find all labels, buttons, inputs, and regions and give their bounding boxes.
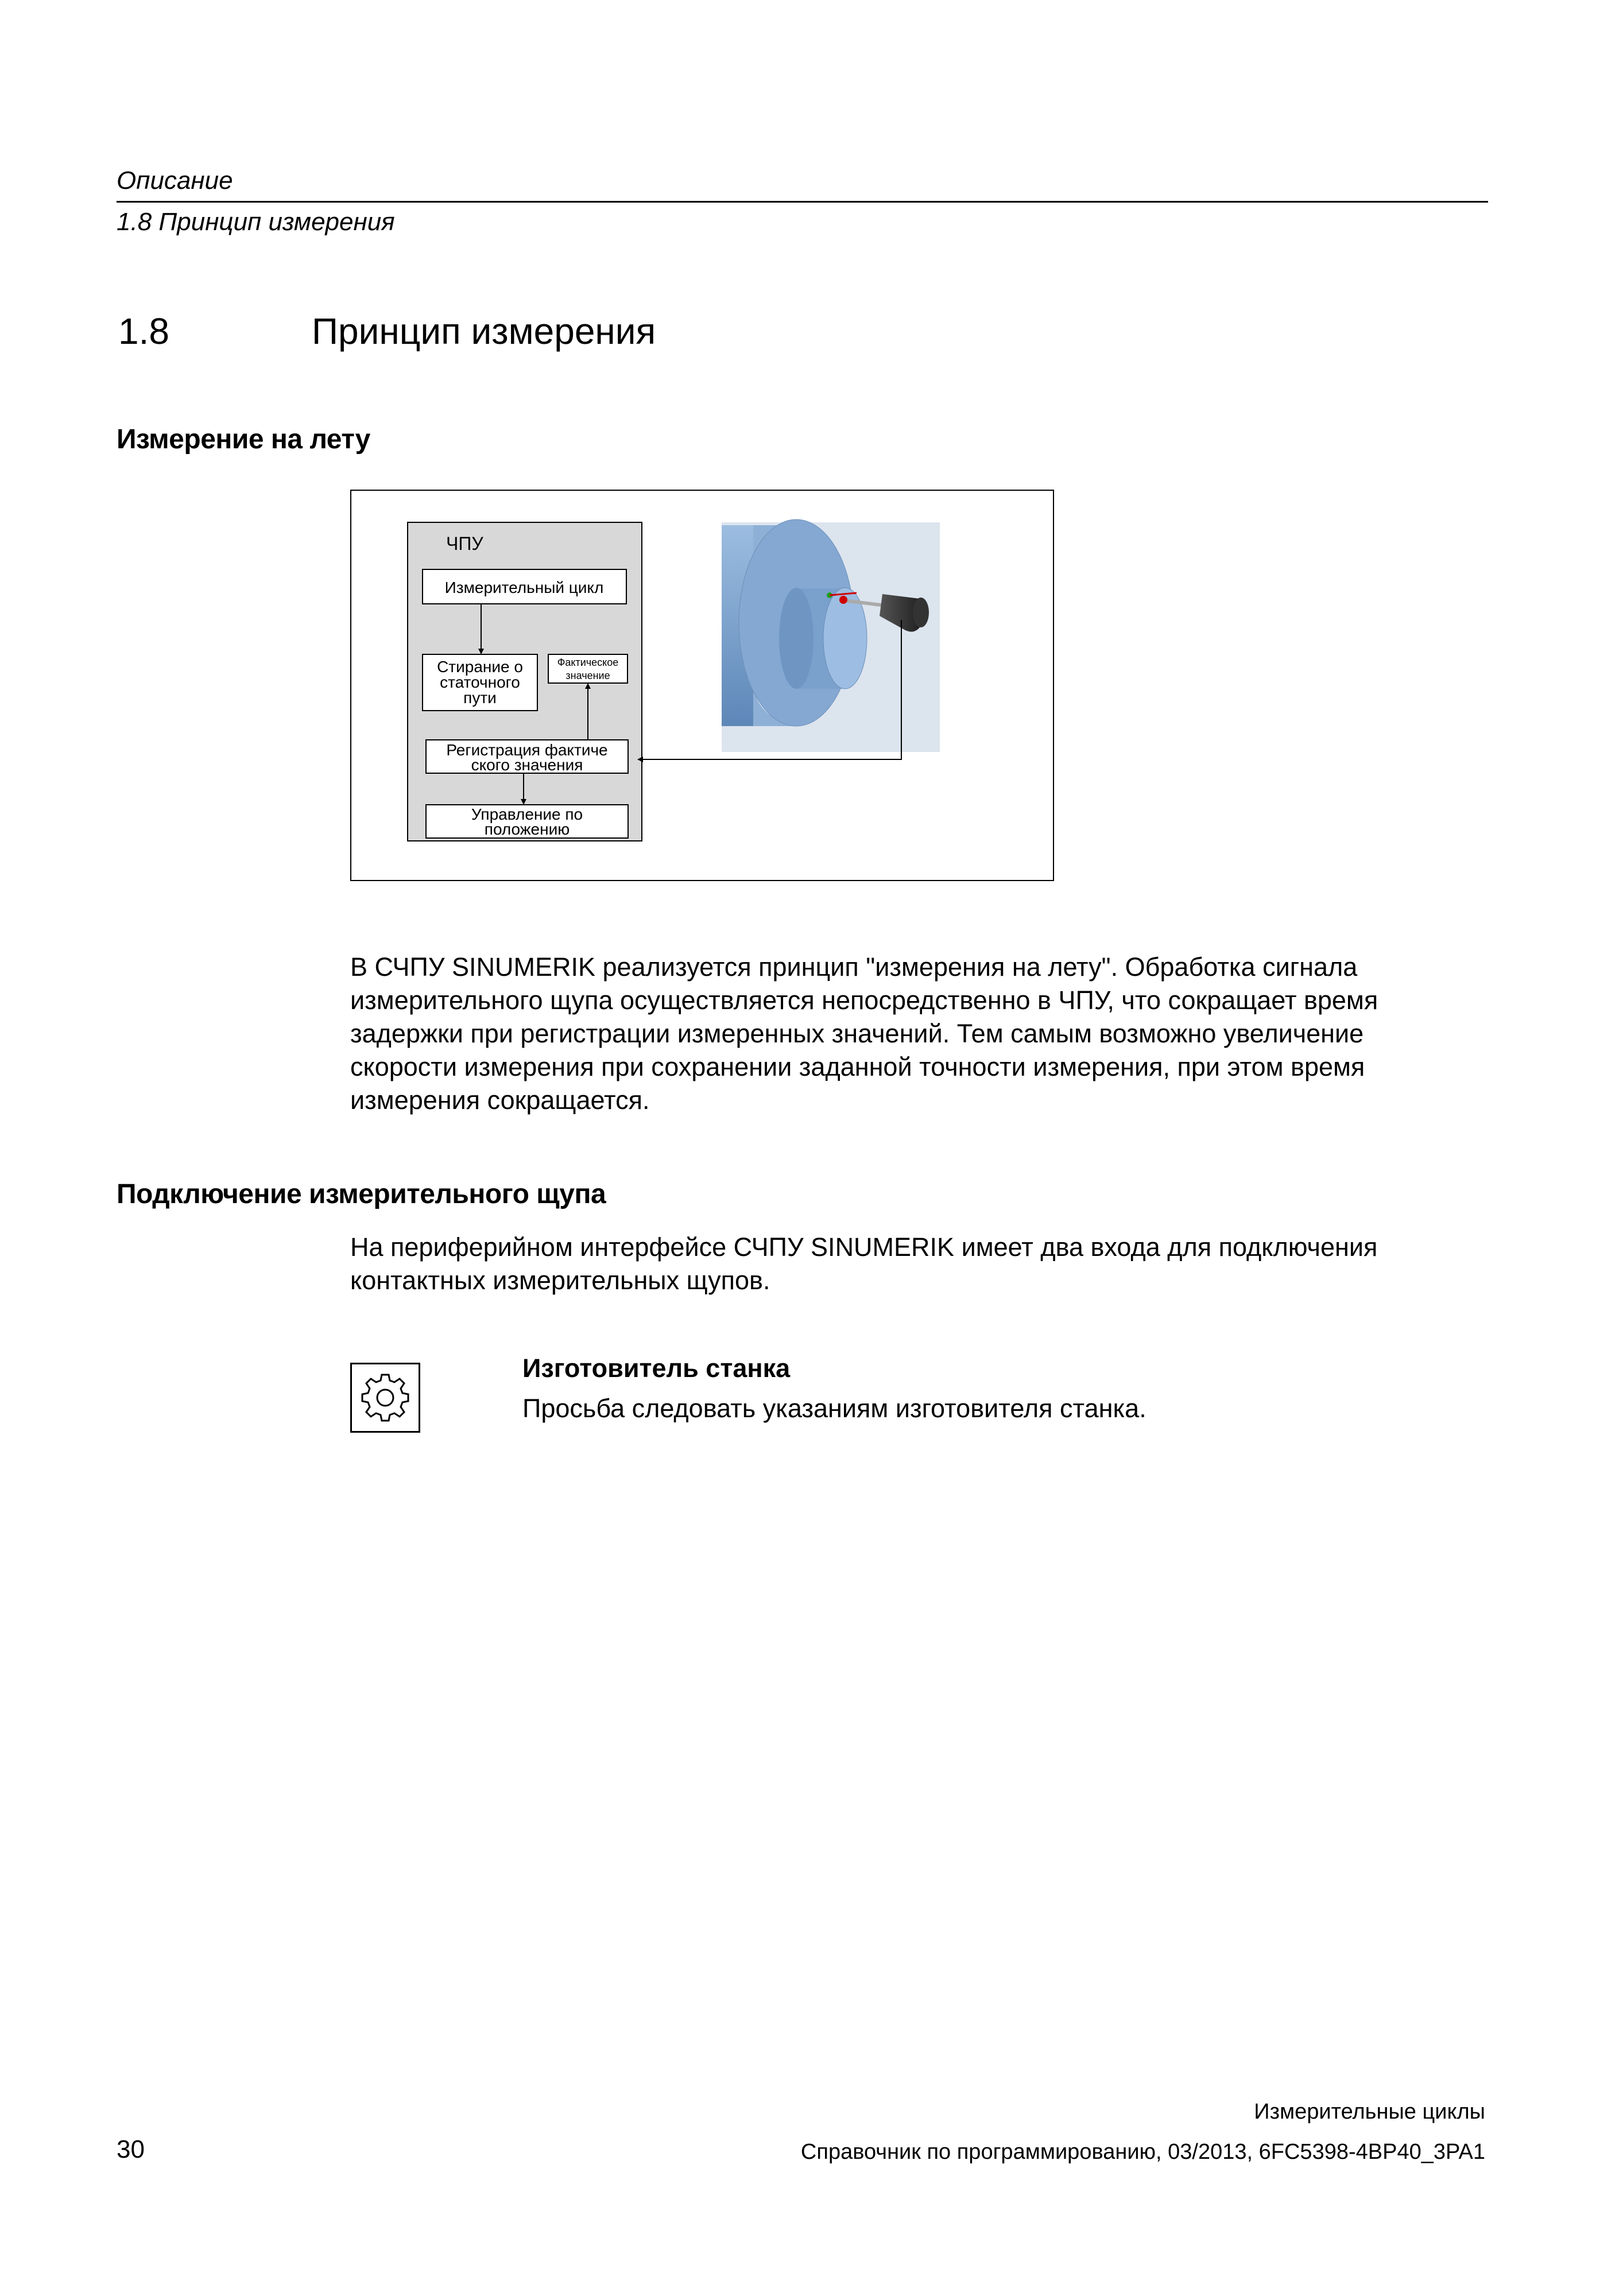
paragraph-probe-connection — [350, 1231, 1493, 1297]
position-control-label-2: положению — [484, 820, 570, 838]
paragraph-line: контактных измерительных щупов. — [350, 1266, 770, 1295]
delete-distance-label-2: статочного — [440, 673, 520, 691]
probe-workpiece-illustration — [722, 519, 940, 752]
subsection-title-probe-connection: Подключение измерительного щупа — [117, 1179, 606, 1209]
register-actual-label-1: Регистрация фактиче — [446, 741, 608, 759]
actual-value-label-1: Фактическое — [557, 657, 619, 668]
paragraph-line: На периферийном интерфейсе СЧПУ SINUMERIK имеет два входа для подключения — [350, 1232, 1378, 1262]
delete-distance-label-3: пути — [463, 689, 497, 707]
footer-reference: Справочник по программированию, 03/2013, 6FC5398-4BP40_3PA1 — [800, 2140, 1485, 2164]
page-number: 30 — [117, 2135, 145, 2163]
subsection-title-flying-measurement: Измерение на лету — [117, 424, 370, 455]
gear-icon — [352, 1364, 419, 1431]
measuring-cycle-label: Измерительный цикл — [444, 579, 604, 596]
footer-book-title: Измерительные циклы — [1254, 2100, 1485, 2124]
machine-manufacturer-icon-box — [350, 1363, 420, 1433]
actual-value-label-2: значение — [565, 670, 610, 681]
paragraph-line: задержки при регистрации измеренных значений. Тем самым возможно увеличение — [350, 1019, 1364, 1048]
header-rule — [117, 201, 1488, 203]
position-control-label-1: Управление по — [471, 805, 583, 823]
delete-distance-label-1: Стирание о — [437, 658, 523, 676]
note-title: Изготовитель станка — [522, 1353, 791, 1383]
paragraph-line: скорости измерения при сохранении заданной точности измерения, при этом время — [350, 1052, 1365, 1081]
section-title: Принцип измерения — [312, 311, 656, 352]
measurement-principle-figure — [350, 490, 1054, 881]
register-actual-label-2: ского значения — [471, 756, 583, 774]
paragraph-line: измерительного щупа осуществляется непосредственно в ЧПУ, что сокращает время — [350, 986, 1378, 1015]
running-header-chapter: Описание — [117, 166, 233, 195]
figure-diagram — [351, 491, 1055, 882]
paragraph-line: В СЧПУ SINUMERIK реализуется принцип "измерения на лету". Обработка сигнала — [350, 952, 1358, 982]
note-text: Просьба следовать указаниям изготовителя станка. — [522, 1394, 1146, 1423]
paragraph-line: измерения сокращается. — [350, 1085, 650, 1115]
paragraph-flying-measurement — [350, 951, 1493, 1117]
nc-block-title: ЧПУ — [446, 533, 483, 554]
section-number: 1.8 — [118, 311, 169, 352]
running-header-section: 1.8 Принцип измерения — [117, 208, 395, 236]
